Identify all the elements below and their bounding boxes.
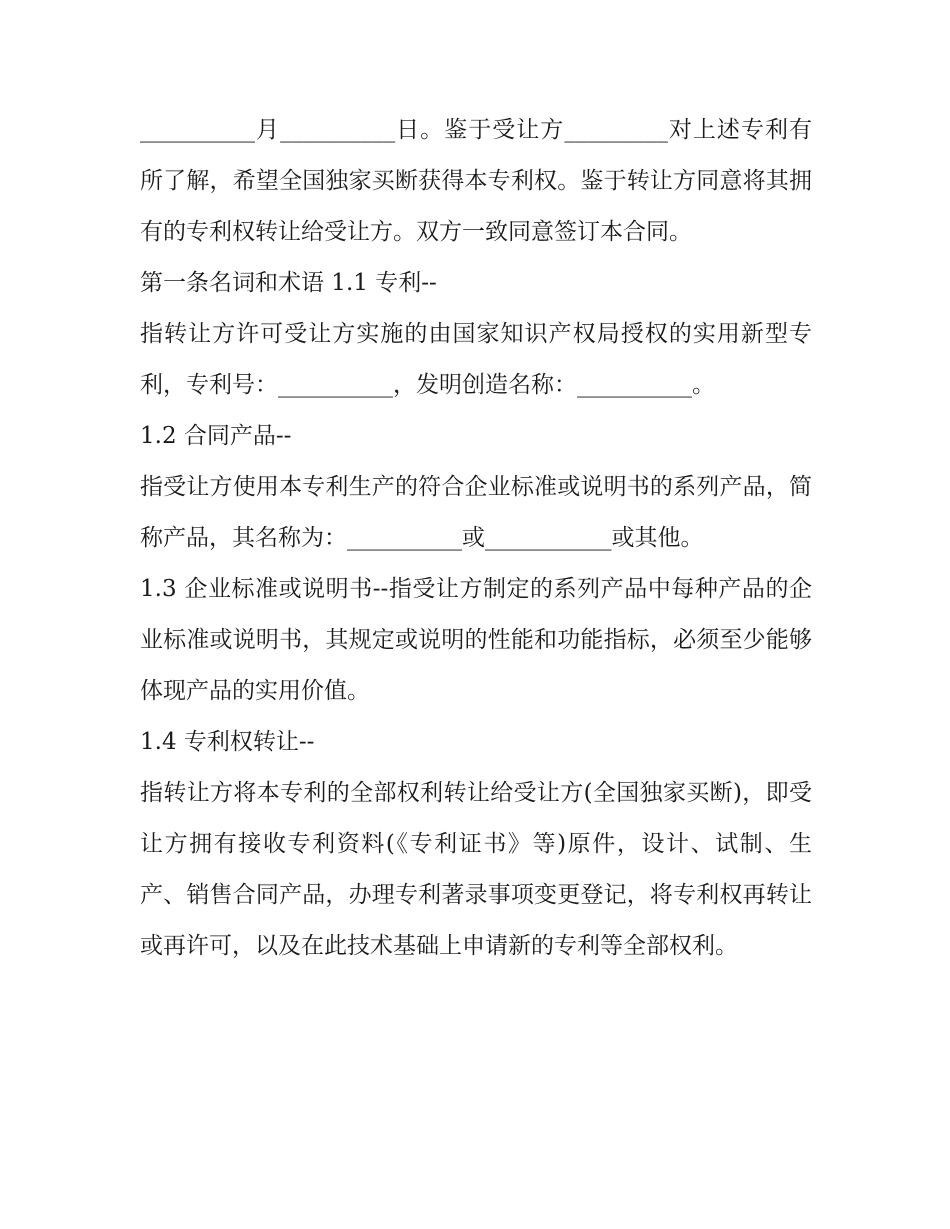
definition-1-1-paragraph: 指转让方许可受让方实施的由国家知识产权局授权的实用新型专利，专利号：__________，发明创造名称：__________。 [140, 321, 812, 398]
section-1-2-heading: 1.2 合同产品-- [140, 423, 292, 449]
definition-1-2-paragraph: 指受让方使用本专利生产的符合企业标准或说明书的系列产品，简称产品，其名称为：__________或___________或其他。 [140, 474, 812, 551]
definition-1-4-paragraph: 指转让方将本专利的全部权利转让给受让方(全国独家买断)，即受让方拥有接收专利资料(《专利证书》等)原件，设计、试制、生产、销售合同产品，办理专利著录事项变更登记，将专利权再转让或再许可，以及在此技术基础上申请新的专利等全部权利。 [140, 780, 812, 959]
document-page [140, 105, 812, 972]
section-1-4-heading: 1.4 专利权转让-- [140, 729, 315, 755]
section-1-3-paragraph: 1.3 企业标准或说明书--指受让方制定的系列产品中每种产品的企业标准或说明书，其规定或说明的性能和功能指标，必须至少能够体现产品的实用价值。 [140, 576, 812, 704]
article-1-heading: 第一条名词和术语 1.1 专利-- [140, 270, 437, 296]
preamble-paragraph: __________月__________日。鉴于受让方_________对上述专利有所了解，希望全国独家买断获得本专利权。鉴于转让方同意将其拥有的专利权转让给受让方。双方一致同意签订本合同。 [140, 117, 812, 245]
